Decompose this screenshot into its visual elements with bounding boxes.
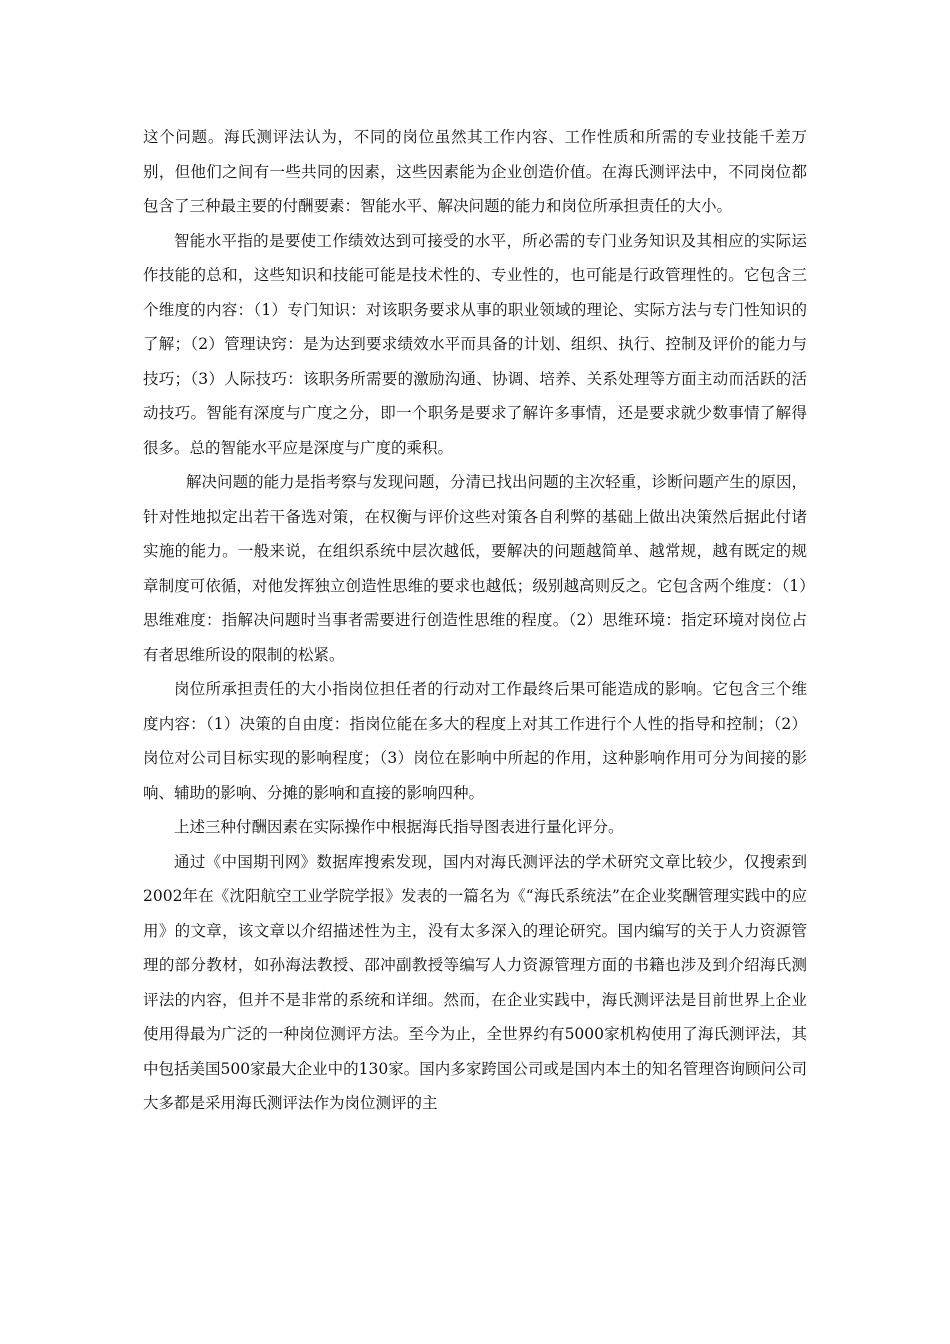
document-body (143, 120, 807, 1121)
paragraph-2: 智能水平指的是要使工作绩效达到可接受的水平，所必需的专门业务知识及其相应的实际运作技能的总和，这些知识和技能可能是技术性的、专业性的，也可能是行政管理性的。它包含三个维度的内容：（1）专门知识：对该职务要求从事的职业领域的理论、实际方法与专门性知识的了解；（2）管理诀窍：是为达到要求绩效水平而具备的计划、组织、执行、控制及评价的能力与技巧；（3）人际技巧：该职务所需要的激励沟通、协调、培养、关系处理等方面主动而活跃的活动技巧。智能有深度与广度之分，即一个职务是要求了解许多事情，还是要求就少数事情了解得很多。总的智能水平应是深度与广度的乘积。 (143, 231, 807, 457)
paragraph-4: 岗位所承担责任的大小指岗位担任者的行动对工作最终后果可能造成的影响。它包含三个维度内容：（1）决策的自由度：指岗位能在多大的程度上对其工作进行个人性的指导和控制；（2）岗位对公司目标实现的影响程度；（3）岗位在影响中所起的作用，这种影响作用可分为间接的影响、辅助的影响、分摊的影响和直接的影响四种。 (143, 680, 807, 802)
paragraph-6: 通过《中国期刊网》数据库搜索发现，国内对海氏测评法的学术研究文章比较少，仅搜索到2002年在《沈阳航空工业学院学报》发表的一篇名为《“海氏系统法”在企业奖酬管理实践中的应用》的文章，该文章以介绍描述性为主，没有太多深入的理论研究。国内编写的关于人力资源管理的部分教材，如孙海法教授、邵冲副教授等编写人力资源管理方面的书籍也涉及到介绍海氏测评法的内容，但并不是非常的系统和详细。然而，在企业实践中，海氏测评法是目前世界上企业使用得最为广泛的一种岗位测评方法。至今为止，全世界约有5000家机构使用了海氏测评法，其中包括美国500家最大企业中的130家。国内多家跨国公司或是国内本土的知名管理咨询顾问公司大多都是采用海氏测评法作为岗位测评的主 (143, 852, 807, 1112)
paragraph-3: 解决问题的能力是指考察与发现问题，分清已找出问题的主次轻重，诊断问题产生的原因，针对性地拟定出若干备选对策，在权衡与评价这些对策各自利弊的基础上做出决策然后据此付诸实施的能力。一般来说，在组织系统中层次越低，要解决的问题越简单、越常规，越有既定的规章制度可依循，对他发挥独立创造性思维的要求也越低；级别越高则反之。它包含两个维度：（1）思维难度：指解决问题时当事者需要进行创造性思维的程度。（2）思维环境：指定环境对岗位占有者思维所设的限制的松紧。 (143, 473, 807, 664)
paragraph-1: 这个问题。海氏测评法认为，不同的岗位虽然其工作内容、工作性质和所需的专业技能千差万别，但他们之间有一些共同的因素，这些因素能为企业创造价值。在海氏测评法中，不同岗位都包含了三种最主要的付酬要素：智能水平、解决问题的能力和岗位所承担责任的大小。 (143, 128, 807, 215)
paragraph-5: 上述三种付酬因素在实际操作中根据海氏指导图表进行量化评分。 (174, 818, 624, 836)
